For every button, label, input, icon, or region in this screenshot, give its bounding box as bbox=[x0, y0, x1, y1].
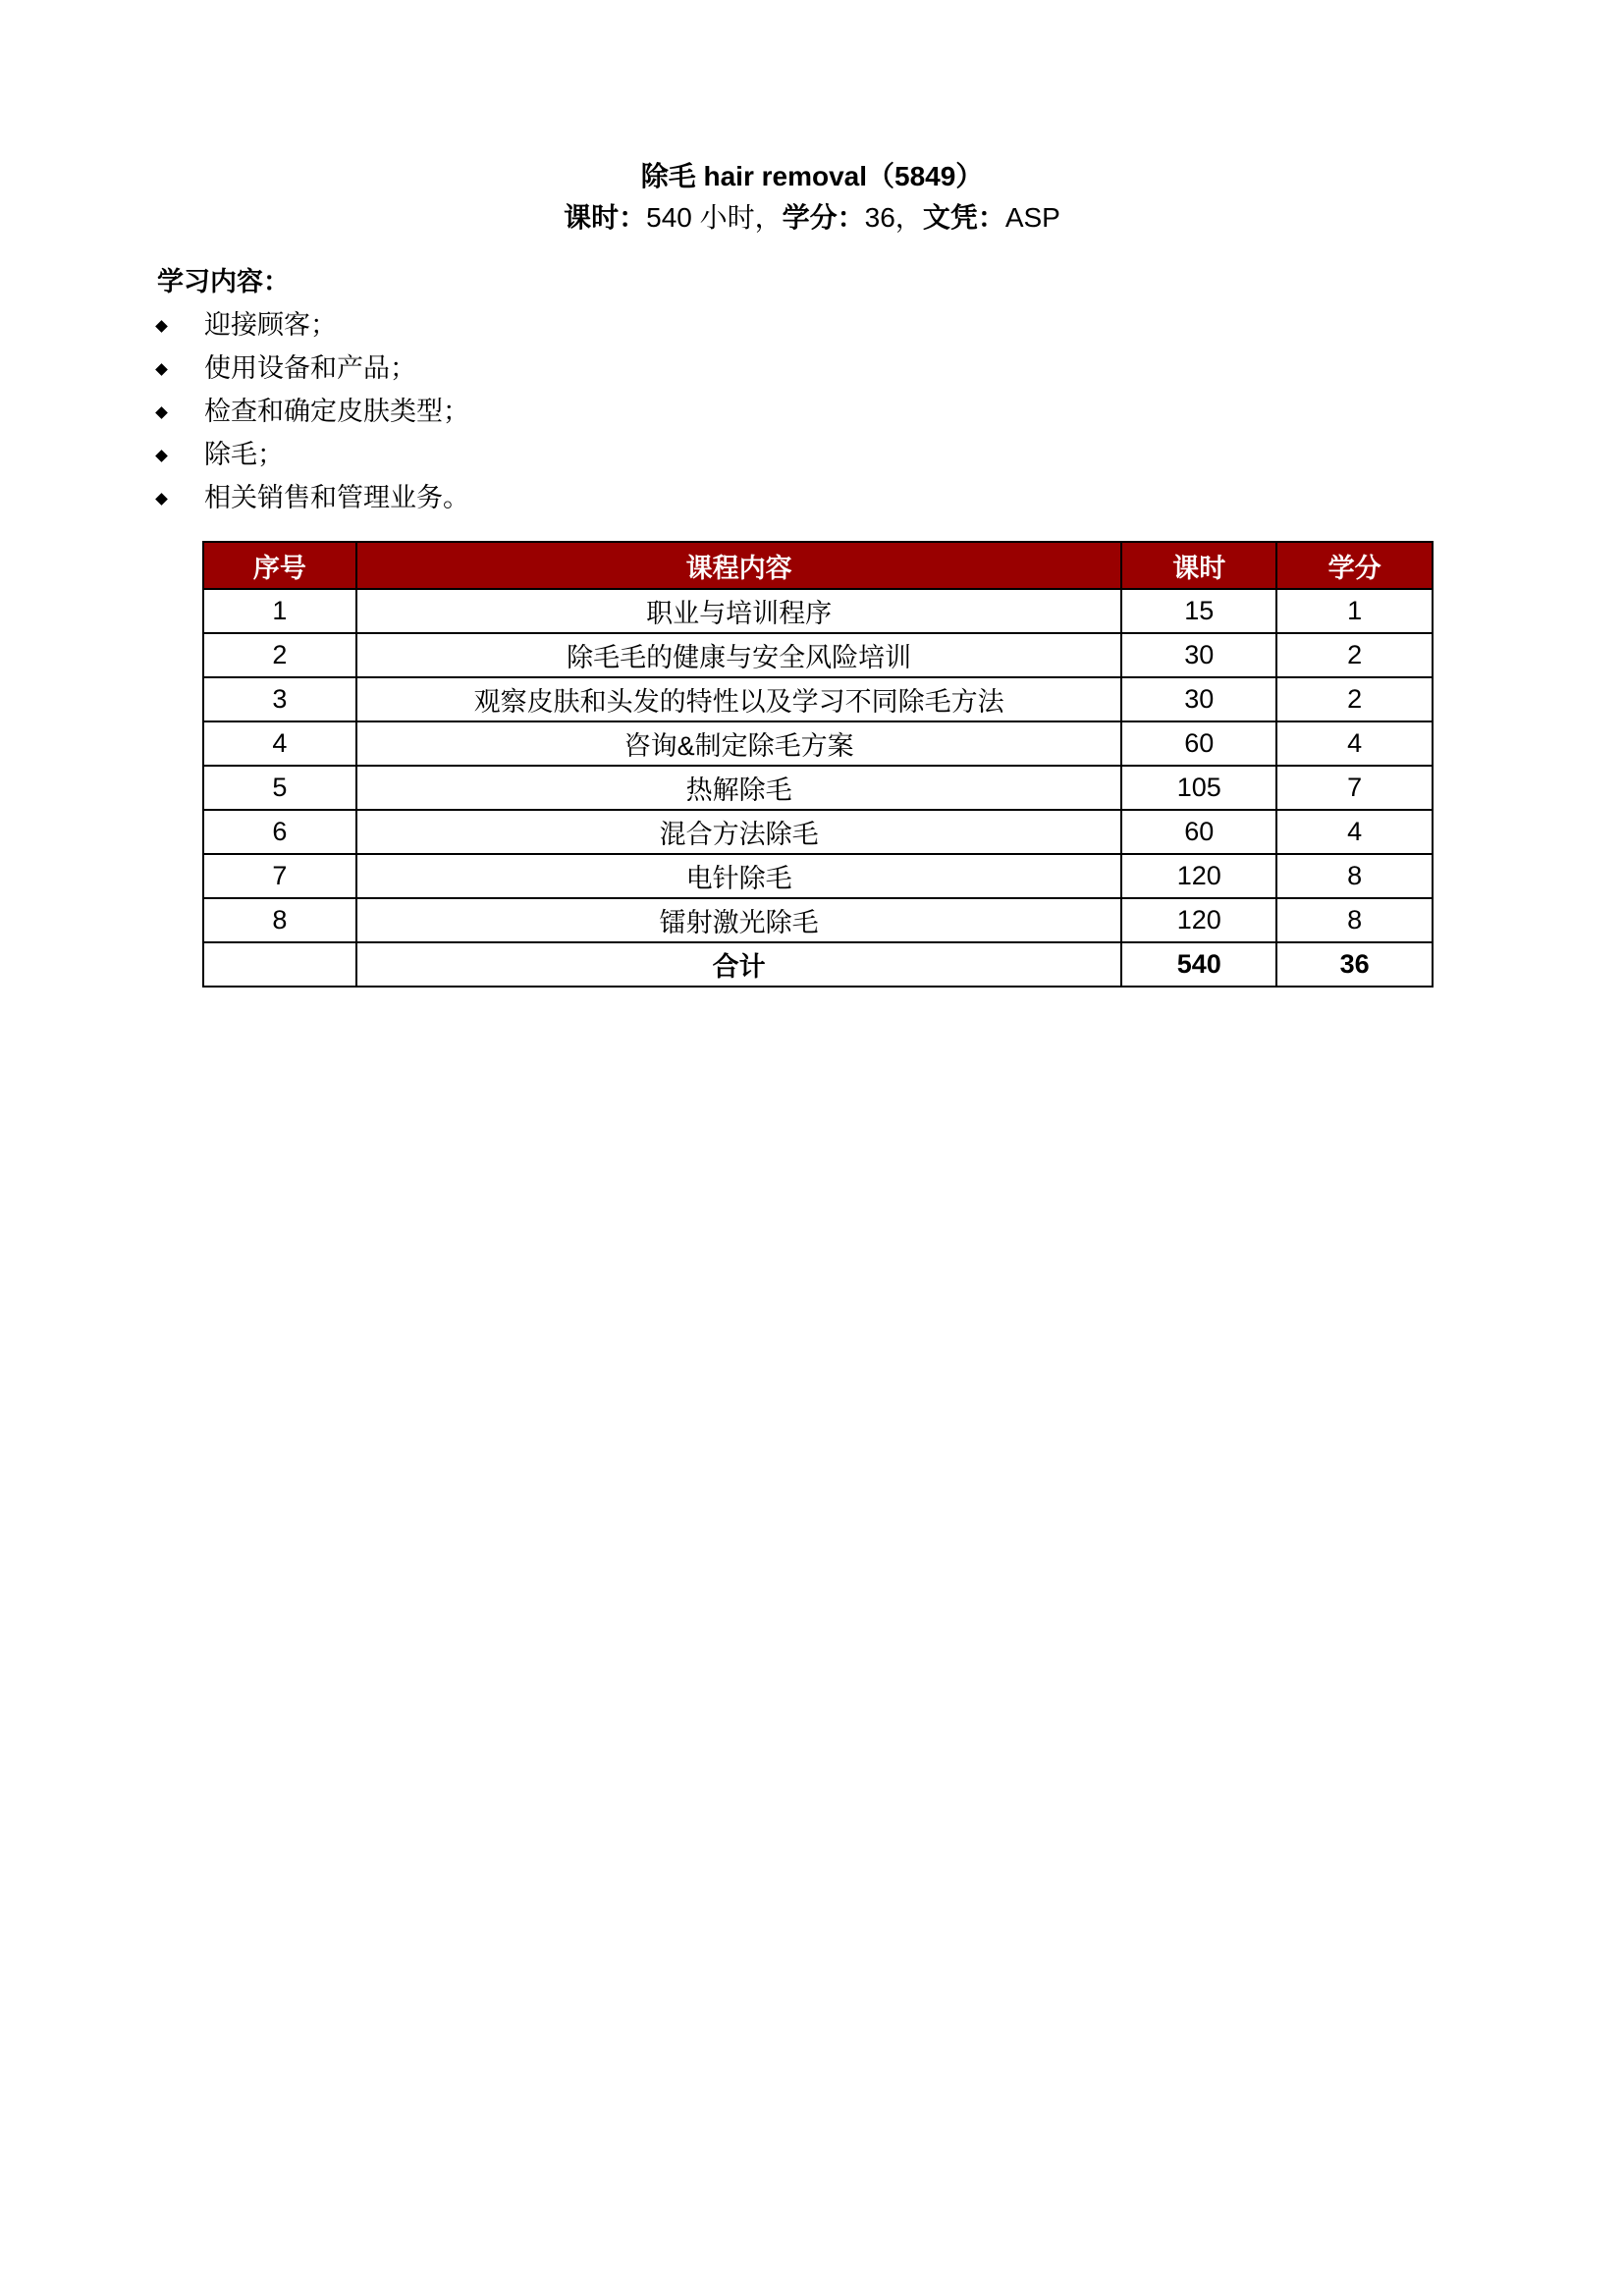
list-item bbox=[157, 391, 469, 434]
table-row bbox=[203, 810, 1433, 854]
table-row bbox=[203, 633, 1433, 677]
hours-value: 540 小时， bbox=[646, 202, 783, 233]
cell-content: 咨询&制定除毛方案 bbox=[356, 721, 1122, 766]
cell-credits: 2 bbox=[1276, 677, 1433, 721]
column-header-number: 序号 bbox=[203, 542, 356, 589]
list-item-text: 迎接顾客； bbox=[204, 310, 337, 341]
learning-content-list bbox=[157, 304, 469, 520]
cell-number: 6 bbox=[203, 810, 356, 854]
cell-hours: 60 bbox=[1121, 810, 1276, 854]
list-item bbox=[157, 304, 469, 347]
cell-hours: 120 bbox=[1121, 854, 1276, 898]
cell-credits: 1 bbox=[1276, 589, 1433, 633]
list-item-text: 相关销售和管理业务。 bbox=[204, 483, 469, 513]
cell-content: 镭射激光除毛 bbox=[356, 898, 1122, 942]
cell-content: 除毛毛的健康与安全风险培训 bbox=[356, 633, 1122, 677]
cell-credits: 2 bbox=[1276, 633, 1433, 677]
cell-number: 2 bbox=[203, 633, 356, 677]
list-item-text: 检查和确定皮肤类型； bbox=[204, 397, 469, 427]
cell-content: 观察皮肤和头发的特性以及学习不同除毛方法 bbox=[356, 677, 1122, 721]
cell-number: 5 bbox=[203, 766, 356, 810]
table-row bbox=[203, 589, 1433, 633]
cell-number: 1 bbox=[203, 589, 356, 633]
diamond-bullet-icon bbox=[155, 493, 168, 506]
table-row bbox=[203, 677, 1433, 721]
cell-hours: 60 bbox=[1121, 721, 1276, 766]
cell-total-number bbox=[203, 942, 356, 987]
cell-number: 3 bbox=[203, 677, 356, 721]
cell-credits: 4 bbox=[1276, 721, 1433, 766]
cell-hours: 30 bbox=[1121, 677, 1276, 721]
cell-credits: 4 bbox=[1276, 810, 1433, 854]
cell-total-hours: 540 bbox=[1121, 942, 1276, 987]
cell-credits: 8 bbox=[1276, 854, 1433, 898]
hours-label: 课时： bbox=[564, 202, 647, 233]
diamond-bullet-icon bbox=[155, 320, 168, 333]
column-header-content: 课程内容 bbox=[356, 542, 1122, 589]
credits-value: 36， bbox=[864, 202, 923, 233]
table-row bbox=[203, 898, 1433, 942]
list-item-text: 除毛； bbox=[204, 440, 284, 470]
table-row bbox=[203, 854, 1433, 898]
cell-credits: 7 bbox=[1276, 766, 1433, 810]
list-item bbox=[157, 477, 469, 520]
cell-content: 热解除毛 bbox=[356, 766, 1122, 810]
diamond-bullet-icon bbox=[155, 406, 168, 419]
cell-total-credits: 36 bbox=[1276, 942, 1433, 987]
list-item bbox=[157, 347, 469, 391]
document-title: 除毛 hair removal（5849） bbox=[640, 161, 984, 191]
cell-hours: 105 bbox=[1121, 766, 1276, 810]
table-row bbox=[203, 721, 1433, 766]
cell-number: 8 bbox=[203, 898, 356, 942]
cell-hours: 15 bbox=[1121, 589, 1276, 633]
cell-content: 混合方法除毛 bbox=[356, 810, 1122, 854]
list-item-text: 使用设备和产品； bbox=[204, 353, 416, 384]
cell-number: 7 bbox=[203, 854, 356, 898]
diamond-bullet-icon bbox=[155, 363, 168, 376]
cell-total-label: 合计 bbox=[356, 942, 1122, 987]
credits-label: 学分： bbox=[782, 202, 865, 233]
cell-number: 4 bbox=[203, 721, 356, 766]
cell-hours: 30 bbox=[1121, 633, 1276, 677]
column-header-hours: 课时 bbox=[1121, 542, 1276, 589]
column-header-credits: 学分 bbox=[1276, 542, 1433, 589]
course-table bbox=[202, 541, 1434, 988]
cell-hours: 120 bbox=[1121, 898, 1276, 942]
diamond-bullet-icon bbox=[155, 450, 168, 462]
list-item bbox=[157, 434, 469, 477]
cell-credits: 8 bbox=[1276, 898, 1433, 942]
learning-content-heading: 学习内容： bbox=[157, 267, 290, 297]
cell-content: 职业与培训程序 bbox=[356, 589, 1122, 633]
table-total-row bbox=[203, 942, 1433, 987]
table-row bbox=[203, 766, 1433, 810]
certificate-value: ASP bbox=[1004, 202, 1060, 233]
cell-content: 电针除毛 bbox=[356, 854, 1122, 898]
certificate-label: 文凭： bbox=[922, 202, 1005, 233]
course-summary bbox=[0, 198, 1624, 238]
table-header-row bbox=[203, 542, 1433, 589]
